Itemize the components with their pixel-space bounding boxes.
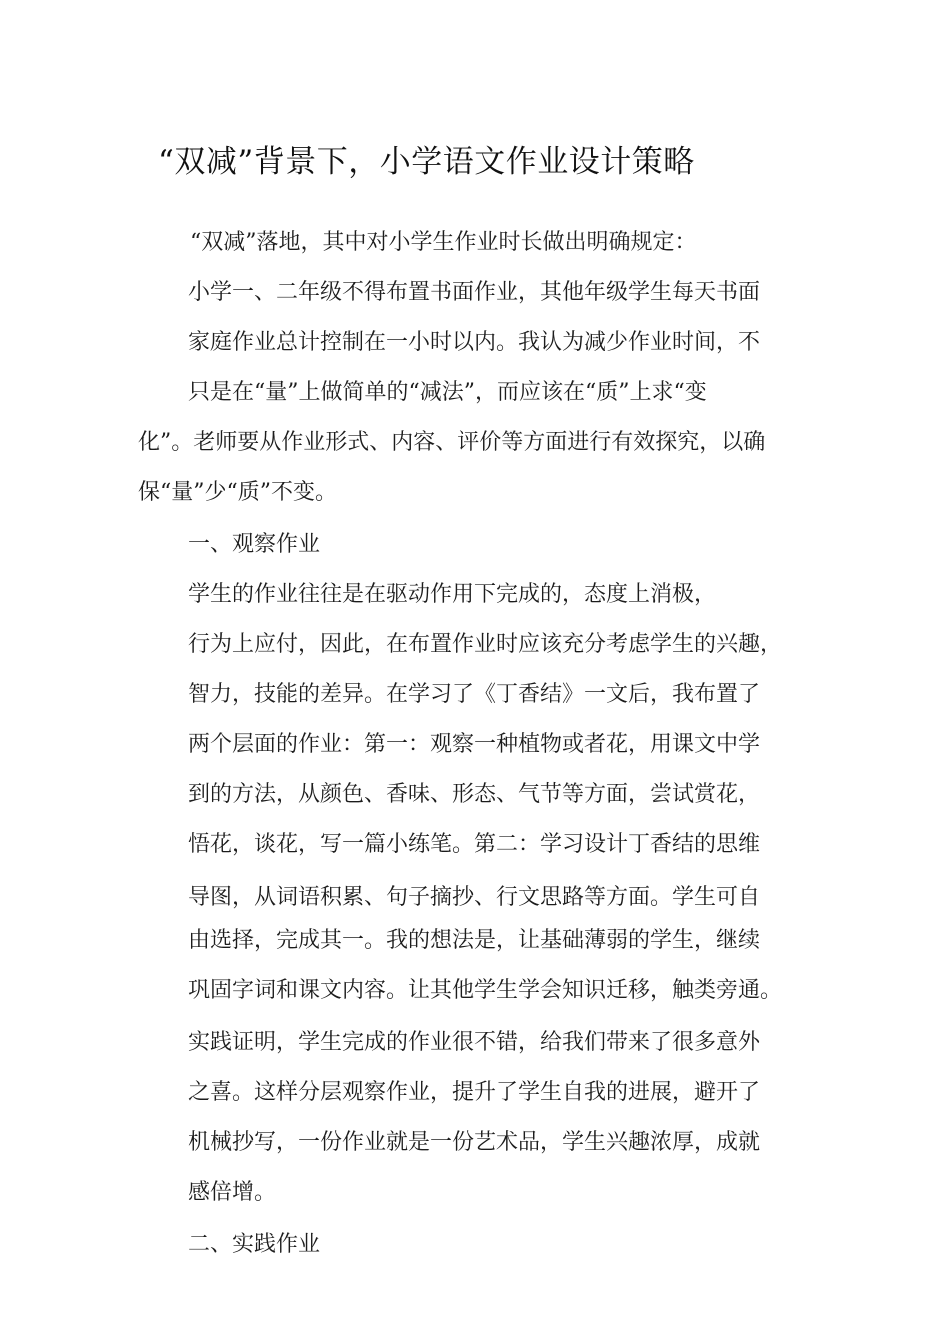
paragraph-line: 智力，技能的差异。在学习了《丁香结》一文后，我布置了 <box>188 682 761 707</box>
paragraph-line: 保“量”少“质”不变。 <box>138 480 337 505</box>
paragraph-line: 只是在“量”上做简单的“减法”，而应该在“质”上求“变 <box>188 380 707 405</box>
paragraph-line: 小学一、二年级不得布置书面作业，其他年级学生每天书面 <box>188 280 761 305</box>
paragraph-line: 巩固字词和课文内容。让其他学生学会知识迁移，触类旁通。 <box>188 978 783 1003</box>
paragraph-line: 导图，从词语积累、句子摘抄、行文思路等方面。学生可自 <box>188 885 761 910</box>
paragraph-line: 两个层面的作业：第一：观察一种植物或者花，用课文中学 <box>188 732 761 757</box>
paragraph-line: 机械抄写，一份作业就是一份艺术品，学生兴趣浓厚，成就 <box>188 1130 761 1155</box>
paragraph-line: 悟花，谈花，写一篇小练笔。第二：学习设计丁香结的思维 <box>188 832 761 857</box>
paragraph-line: 实践证明，学生完成的作业很不错，给我们带来了很多意外 <box>188 1030 761 1055</box>
paragraph-line: 化”。老师要从作业形式、内容、评价等方面进行有效探究，以确 <box>138 430 766 455</box>
paragraph-line: 行为上应付，因此，在布置作业时应该充分考虑学生的兴趣， <box>188 632 783 657</box>
paragraph-line: 之喜。这样分层观察作业，提升了学生自我的进展，避开了 <box>188 1080 761 1105</box>
paragraph-line: 由选择，完成其一。我的想法是，让基础薄弱的学生，继续 <box>188 928 761 953</box>
section-heading: 二、实践作业 <box>188 1232 321 1257</box>
paragraph-line: 学生的作业往往是在驱动作用下完成的，态度上消极， <box>188 582 717 607</box>
paragraph-line: 家庭作业总计控制在一小时以内。我认为减少作业时间，不 <box>188 330 761 355</box>
document-title: “双减”背景下，小学语文作业设计策略 <box>158 144 695 180</box>
paragraph-line: 感倍增。 <box>188 1180 277 1205</box>
section-heading: 一、观察作业 <box>188 532 321 557</box>
paragraph-line: “双减”落地，其中对小学生作业时长做出明确规定： <box>190 230 697 255</box>
paragraph-line: 到的方法，从颜色、香味、形态、气节等方面，尝试赏花， <box>188 782 761 807</box>
